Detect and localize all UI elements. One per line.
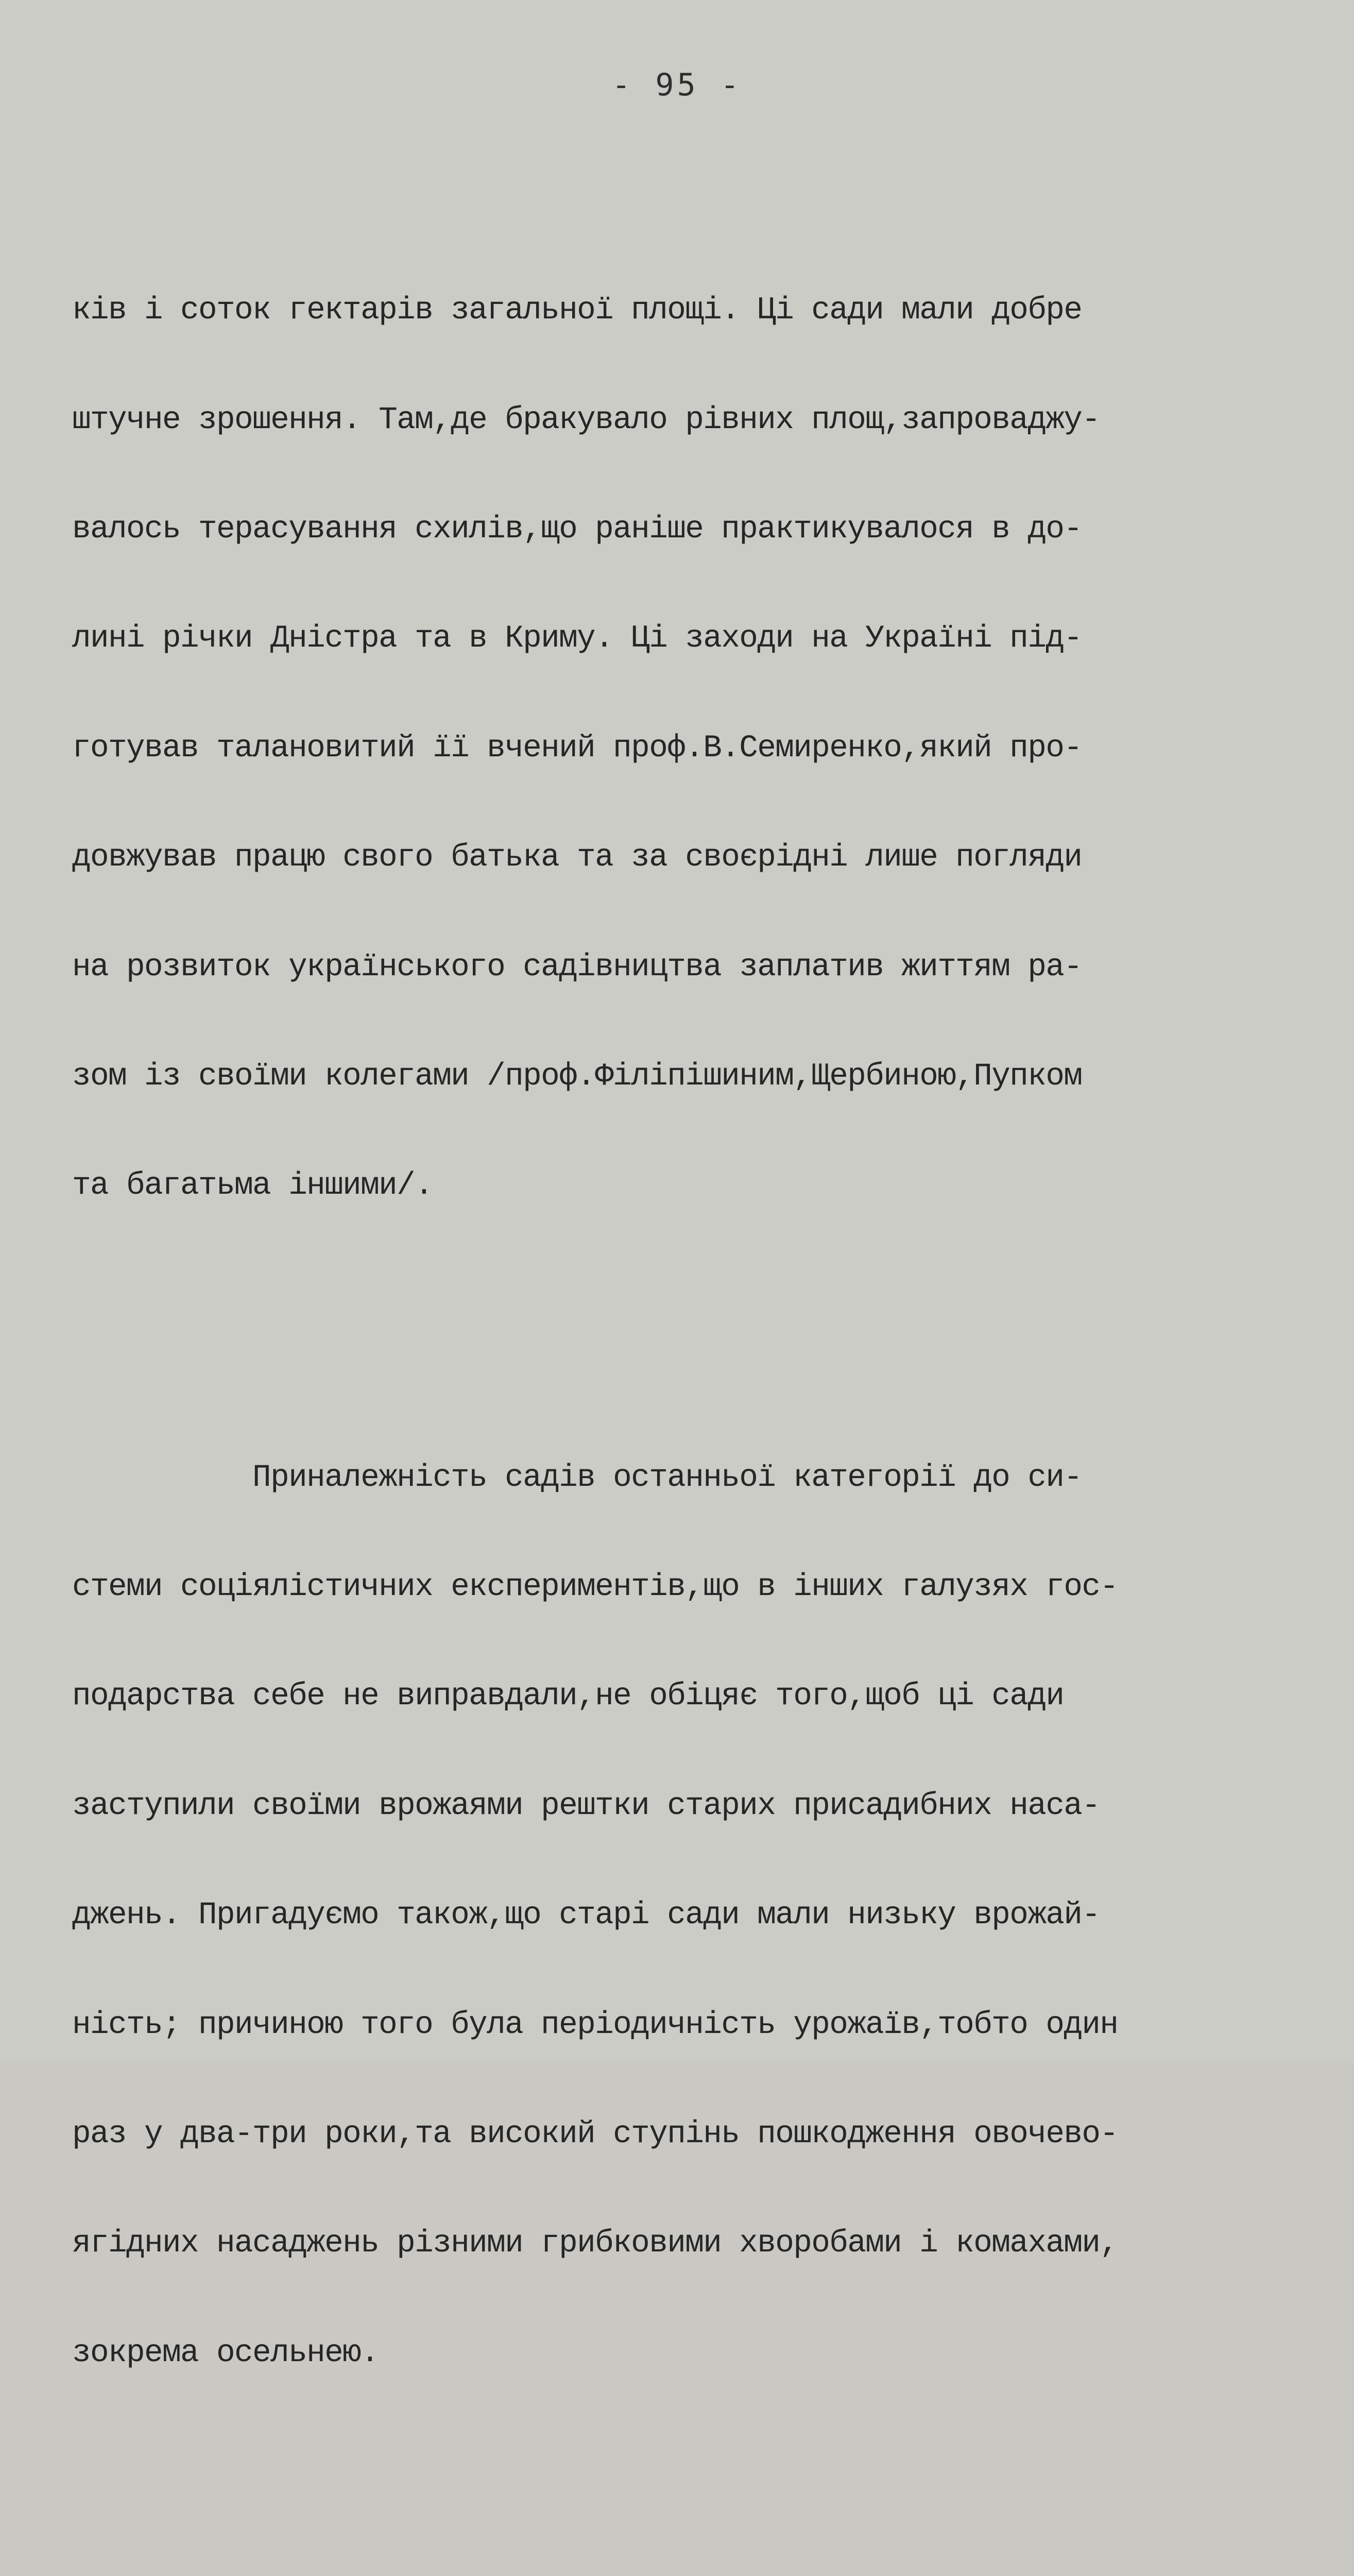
text-line: лині річки Дністра та в Криму. Ці заходи на Україні під- <box>72 621 1082 657</box>
text-line: зом із своїми колегами /проф.Філіпішиним,Щербиною,Пупком <box>72 1058 1082 1094</box>
paragraph-3 <box>72 2554 1318 2576</box>
page-number: - 95 - <box>612 67 742 103</box>
text-line: та багатьма іншими/. <box>72 1168 433 1204</box>
text-line: раз у два-три роки,та високий ступінь пошкодження овочево- <box>72 2116 1118 2153</box>
text-line: зокрема осельнею. <box>72 2335 379 2371</box>
text-line: ягідних насаджень різними грибковими хворобами і комахами, <box>72 2226 1118 2262</box>
paragraph-2 <box>72 1387 1318 2445</box>
text-line: джень. Пригадуємо також,що старі сади мали низьку врожай- <box>72 1897 1100 1934</box>
text-line: на розвиток українського садівництва заплатив життям ра- <box>72 949 1082 985</box>
paragraph-1 <box>72 220 1318 1278</box>
text-line: ків і соток гектарів загальної площі. Ці сади мали добре <box>72 293 1082 329</box>
text-line: подарства себе не виправдали,не обіцяє того,щоб ці сади <box>72 1679 1064 1715</box>
text-line: штучне зрошення. Там,де бракувало рівних площ,запроваджу- <box>72 402 1100 438</box>
body-text <box>72 147 1318 2576</box>
text-line: Приналежність садів останньої категорії до си- <box>72 1460 1082 1496</box>
text-line: валось терасування схилів,що раніше практикувалося в до- <box>72 511 1082 547</box>
text-line: довжував працю свого батька та за своєрідні лише погляди <box>72 840 1082 876</box>
text-line: заступили своїми врожаями рештки старих присадибних наса- <box>72 1788 1100 1824</box>
text-line: ність; причиною того була періодичність урожаїв,тобто один <box>72 2007 1118 2043</box>
text-line: стеми соціялістичних експериментів,що в інших галузях гос- <box>72 1569 1118 1605</box>
text-line: готував талановитий її вчений проф.В.Семиренко,який про- <box>72 730 1082 766</box>
